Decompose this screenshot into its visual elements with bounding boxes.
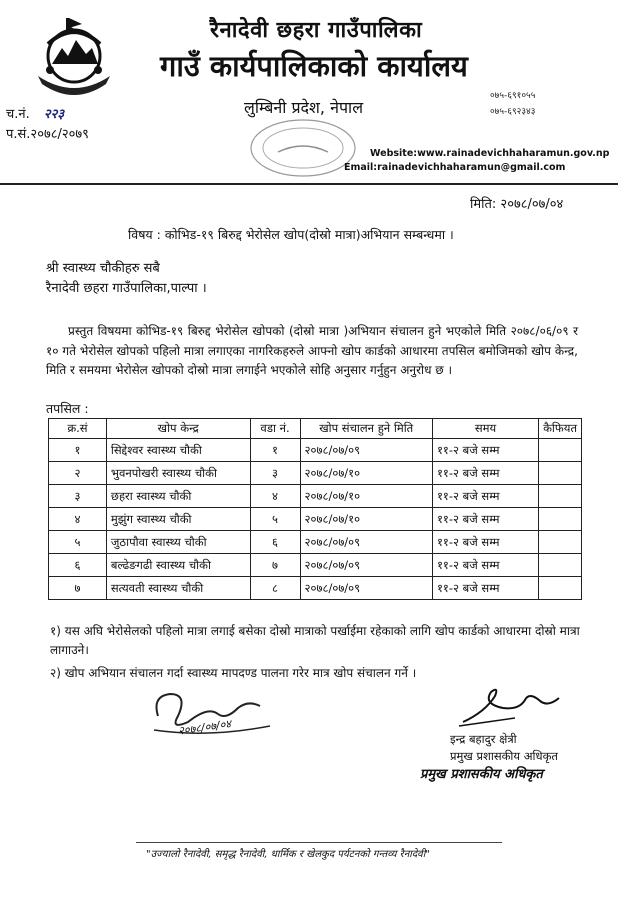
table-header-row — [49, 419, 582, 439]
table-row — [49, 462, 582, 485]
cell-time: ११-२ बजे सम्म — [432, 462, 538, 485]
cell-serial: ६ — [49, 554, 107, 577]
municipality-name: रैनादेवी छहरा गाउँपालिका — [210, 18, 423, 43]
cell-center: बल्ढेङगढी स्वास्थ्य चौकी — [106, 554, 250, 577]
header-ward: वडा नं. — [250, 419, 300, 439]
chalani-value: २२३ — [43, 107, 65, 122]
office-name: गाउँ कार्यपालिकाको कार्यालय — [160, 49, 468, 83]
office-seal-stamp — [248, 118, 358, 178]
cell-center: भुवनपोखरी स्वास्थ्य चौकी — [106, 462, 250, 485]
cell-ward: ६ — [250, 531, 300, 554]
email-link[interactable]: Email:rainadevichhaharamun@gmail.com — [344, 162, 566, 173]
officer-name: इन्द्र बहादुर क्षेत्री — [450, 732, 517, 746]
cell-serial: ७ — [49, 577, 107, 600]
website-link[interactable]: Website:www.rainadevichhaharamun.gov.np — [370, 148, 610, 159]
cell-center: छहरा स्वास्थ्य चौकी — [106, 485, 250, 508]
cell-serial: ४ — [49, 508, 107, 531]
cell-ward: ४ — [250, 485, 300, 508]
cell-ward: १ — [250, 439, 300, 462]
cell-serial: ५ — [49, 531, 107, 554]
cell-time: ११-२ बजे सम्म — [432, 554, 538, 577]
nepal-emblem-logo — [28, 14, 120, 104]
table-row — [49, 531, 582, 554]
header-date: खोप संचालन हुने मिति — [300, 419, 432, 439]
footer-slogan: "उज्यालो रैनादेवी, समृद्ध रैनादेवी, धार्मिक र खेलकुद पर्यटनको गन्तव्य रैनादेवी" — [146, 849, 430, 860]
table-row — [49, 554, 582, 577]
cell-date: २०७८/०७/१० — [300, 508, 432, 531]
header-remarks: कैफियत — [539, 419, 582, 439]
letter-date: मिति: २०७८/०७/०४ — [470, 197, 564, 212]
cell-time: ११-२ बजे सम्म — [432, 485, 538, 508]
cell-ward: ७ — [250, 554, 300, 577]
cell-time: ११-२ बजे सम्म — [432, 531, 538, 554]
cell-ward: ५ — [250, 508, 300, 531]
cell-ward: ८ — [250, 577, 300, 600]
cell-center: मुझुंग स्वास्थ्य चौकी — [106, 508, 250, 531]
vaccination-schedule-table — [48, 418, 582, 600]
recipient-line-2: रैनादेवी छहरा गाउँपालिका,पाल्पा । — [46, 281, 207, 296]
table-row — [49, 577, 582, 600]
cell-remarks — [539, 462, 582, 485]
cell-serial: १ — [49, 439, 107, 462]
letter-subject: विषय : कोभिड-१९ बिरुद्द भेरोसेल खोप(दोस्रो मात्रा)अभियान सम्बन्धमा । — [128, 227, 454, 242]
cell-remarks — [539, 531, 582, 554]
left-signature-date: २०७८/०७/०४ — [177, 717, 232, 738]
officer-title: प्रमुख प्रशासकीय अधिकृत — [450, 749, 558, 763]
cell-date: २०७८/०७/०९ — [300, 554, 432, 577]
cell-center: सत्यवती स्वास्थ्य चौकी — [106, 577, 250, 600]
left-signature — [148, 686, 278, 746]
table-row — [49, 439, 582, 462]
cell-remarks — [539, 508, 582, 531]
chalani-label: च.नं. — [6, 107, 30, 122]
phone-number-2: ०७५-६९२३४३ — [490, 107, 536, 117]
cell-date: २०७८/०७/०९ — [300, 577, 432, 600]
cell-serial: ३ — [49, 485, 107, 508]
officer-signature — [455, 682, 565, 734]
table-row — [49, 485, 582, 508]
cell-time: ११-२ बजे सम्म — [432, 508, 538, 531]
cell-date: २०७८/०७/०९ — [300, 439, 432, 462]
cell-ward: ३ — [250, 462, 300, 485]
body-paragraph: प्रस्तुत विषयमा कोभिड-१९ बिरुद्द भेरोसेल खोपको (दोस्रो मात्रा )अभियान संचालन हुने भएकोले मिति २०७८/०६/०९ र १० गते भेरोसेल खोपको पहिलो मात्रा लगाएका नागरिकहरुले आफ्नो खोप कार्डको आधारमा तपसिल बमोजिमको खोप केन्द्र, मिति र समयमा भेरोसेल खोपको दोस्रो मात्रा लगाईने भएकोले सोहि अनुसार गर्नुहुन अनुरोध छ । — [46, 324, 578, 377]
table-row — [49, 508, 582, 531]
cell-serial: २ — [49, 462, 107, 485]
officer-title-stamp: प्रमुख प्रशासकीय अधिकृत — [420, 767, 543, 782]
cell-time: ११-२ बजे सम्म — [432, 439, 538, 462]
fiscal-year: प.सं.२०७८/२०७९ — [6, 127, 89, 142]
cell-time: ११-२ बजे सम्म — [432, 577, 538, 600]
cell-remarks — [539, 439, 582, 462]
tapsil-label: तपसिल : — [46, 401, 89, 416]
cell-remarks — [539, 485, 582, 508]
office-location: लुम्बिनी प्रदेश, नेपाल — [244, 98, 364, 117]
cell-center: जुठापौवा स्वास्थ्य चौकी — [106, 531, 250, 554]
footer-divider — [136, 842, 502, 843]
cell-center: सिद्देश्वर स्वास्थ्य चौकी — [106, 439, 250, 462]
recipient-line-1: श्री स्वास्थ्य चौकीहरु सबै — [46, 261, 160, 276]
header-time: समय — [432, 419, 538, 439]
phone-number-1: ०७५-६९१०५५ — [490, 91, 536, 101]
header-center: खोप केन्द्र — [106, 419, 250, 439]
cell-date: २०७८/०७/०९ — [300, 531, 432, 554]
header-serial: क्र.सं — [49, 419, 107, 439]
cell-remarks — [539, 554, 582, 577]
note-2: २) खोप अभियान संचालन गर्दा स्वास्थ्य मापदण्ड पालना गरेर मात्र खोप संचालन गर्ने । — [50, 666, 417, 680]
cell-date: २०७८/०७/१० — [300, 462, 432, 485]
chalani-number — [6, 104, 64, 122]
note-1: १) यस अघि भेरोसेलको पहिलो मात्रा लगाई बसेका दोस्रो मात्राको पर्खाईमा रहेकाको लागि खोप कार्डको आधारमा दोस्रो मात्रा लागाउने। — [50, 624, 580, 657]
cell-date: २०७८/०७/१० — [300, 485, 432, 508]
cell-remarks — [539, 577, 582, 600]
header-divider — [0, 183, 618, 185]
